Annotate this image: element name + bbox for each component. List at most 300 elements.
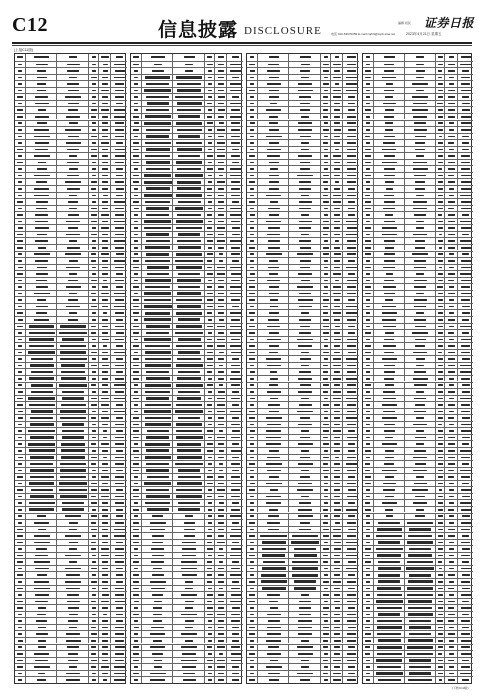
cell-text-mark bbox=[144, 410, 171, 413]
cell-text-mark bbox=[18, 365, 22, 367]
cell-text-mark bbox=[365, 201, 371, 203]
cell-text-mark bbox=[91, 136, 97, 138]
cell-text-mark bbox=[218, 83, 224, 85]
cell-text-mark bbox=[92, 312, 96, 314]
cell-text-mark bbox=[348, 326, 355, 328]
cell-text-mark bbox=[438, 483, 443, 485]
cell-text-mark bbox=[334, 103, 339, 105]
cell-text-mark bbox=[250, 666, 254, 668]
cell-text-mark bbox=[60, 463, 86, 466]
cell-text-mark bbox=[91, 260, 96, 262]
cell-text-mark bbox=[116, 195, 124, 197]
table-row bbox=[15, 178, 127, 185]
cell-text-mark bbox=[366, 666, 371, 668]
cell-text-mark bbox=[208, 201, 212, 203]
cell-text-mark bbox=[91, 384, 96, 386]
cell-text-mark bbox=[91, 181, 96, 183]
cell-text-mark bbox=[438, 673, 444, 675]
cell-text-mark bbox=[101, 214, 108, 216]
cell-text-mark bbox=[133, 437, 138, 439]
cell-text-mark bbox=[414, 267, 426, 269]
cell-text-mark bbox=[134, 109, 138, 111]
cell-text-mark bbox=[68, 280, 78, 282]
cell-text-mark bbox=[208, 489, 212, 491]
cell-text-mark bbox=[334, 555, 339, 557]
cell-text-mark bbox=[115, 155, 125, 157]
cell-text-mark bbox=[250, 227, 254, 229]
cell-text-mark bbox=[347, 424, 355, 426]
cell-text-mark bbox=[334, 450, 339, 452]
cell-text-mark bbox=[462, 614, 469, 616]
cell-text-mark bbox=[462, 234, 469, 236]
cell-text-mark bbox=[67, 149, 80, 151]
cell-text-mark bbox=[347, 64, 356, 66]
cell-text-mark bbox=[437, 286, 443, 288]
cell-text-mark bbox=[334, 136, 340, 138]
cell-text-mark bbox=[18, 339, 23, 341]
cell-text-mark bbox=[448, 221, 456, 223]
cell-text-mark bbox=[323, 522, 328, 524]
cell-text-mark bbox=[384, 64, 394, 66]
table-cell bbox=[56, 677, 87, 683]
cell-text-mark bbox=[134, 83, 138, 85]
cell-text-mark bbox=[270, 398, 278, 400]
cell-text-mark bbox=[334, 70, 340, 72]
cell-text-mark bbox=[17, 542, 23, 544]
cell-text-mark bbox=[17, 535, 22, 537]
cell-text-mark bbox=[347, 391, 356, 393]
cell-text-mark bbox=[116, 574, 124, 576]
cell-text-mark bbox=[268, 208, 280, 210]
cell-text-mark bbox=[36, 286, 48, 288]
cell-text-mark bbox=[30, 469, 54, 472]
cell-text-mark bbox=[348, 188, 356, 190]
cell-text-mark bbox=[146, 332, 169, 335]
cell-text-mark bbox=[218, 70, 224, 72]
cell-text-mark bbox=[300, 679, 309, 681]
cell-text-mark bbox=[346, 398, 357, 400]
cell-text-mark bbox=[438, 378, 443, 380]
cell-text-mark bbox=[116, 515, 124, 517]
cell-text-mark bbox=[416, 358, 425, 360]
cell-text-mark bbox=[218, 77, 223, 79]
cell-text-mark bbox=[91, 116, 96, 118]
cell-text-mark bbox=[134, 227, 138, 229]
cell-text-mark bbox=[176, 430, 202, 433]
cell-text-mark bbox=[133, 299, 139, 301]
cell-text-mark bbox=[334, 463, 341, 465]
cell-text-mark bbox=[448, 234, 454, 236]
cell-text-mark bbox=[263, 561, 285, 564]
cell-text-mark bbox=[366, 181, 370, 183]
cell-text-mark bbox=[267, 470, 281, 472]
cell-text-mark bbox=[219, 122, 224, 124]
cell-text-mark bbox=[178, 391, 200, 394]
cell-text-mark bbox=[176, 489, 202, 492]
cell-text-mark bbox=[218, 607, 224, 609]
table-row bbox=[131, 113, 243, 120]
cell-text-mark bbox=[347, 470, 357, 472]
table-row bbox=[131, 604, 243, 611]
cell-text-mark bbox=[461, 411, 470, 413]
cell-text-mark bbox=[66, 588, 80, 590]
cell-text-mark bbox=[448, 116, 455, 118]
cell-text-mark bbox=[35, 214, 48, 216]
cell-text-mark bbox=[207, 594, 213, 596]
cell-text-mark bbox=[324, 502, 328, 504]
cell-text-mark bbox=[448, 574, 455, 576]
cell-text-mark bbox=[218, 136, 224, 138]
cell-text-mark bbox=[218, 424, 225, 426]
cell-text-mark bbox=[91, 529, 97, 531]
cell-text-mark bbox=[347, 601, 357, 603]
cell-text-mark bbox=[230, 601, 241, 603]
cell-text-mark bbox=[409, 574, 431, 577]
cell-text-mark bbox=[230, 535, 241, 537]
cell-text-mark bbox=[91, 221, 97, 223]
cell-text-mark bbox=[462, 384, 470, 386]
cell-text-mark bbox=[448, 142, 454, 144]
cell-text-mark bbox=[449, 299, 454, 301]
cell-text-mark bbox=[365, 267, 371, 269]
cell-text-mark bbox=[438, 208, 443, 210]
cell-text-mark bbox=[115, 653, 125, 655]
cell-text-mark bbox=[324, 168, 328, 170]
cell-text-mark bbox=[91, 666, 96, 668]
cell-text-mark bbox=[232, 581, 239, 583]
cell-text-mark bbox=[18, 286, 23, 288]
cell-text-mark bbox=[461, 181, 471, 183]
cell-text-mark bbox=[448, 601, 455, 603]
cell-text-mark bbox=[134, 384, 139, 386]
cell-text-mark bbox=[69, 614, 78, 616]
cell-text-mark bbox=[218, 391, 225, 393]
cell-text-mark bbox=[184, 535, 195, 537]
cell-text-mark bbox=[461, 208, 471, 210]
cell-text-mark bbox=[301, 594, 309, 596]
cell-text-mark bbox=[376, 672, 402, 675]
cell-text-mark bbox=[92, 267, 96, 269]
cell-text-mark bbox=[207, 483, 212, 485]
cell-text-mark bbox=[231, 155, 239, 157]
cell-text-mark bbox=[448, 535, 455, 537]
cell-text-mark bbox=[267, 633, 281, 635]
cell-text-mark bbox=[66, 116, 79, 118]
cell-text-mark bbox=[348, 214, 355, 216]
cell-text-mark bbox=[250, 450, 254, 452]
cell-text-mark bbox=[461, 188, 471, 190]
cell-text-mark bbox=[323, 391, 328, 393]
cell-text-mark bbox=[102, 116, 108, 118]
cell-text-mark bbox=[207, 443, 213, 445]
cell-text-mark bbox=[146, 436, 169, 439]
cell-text-mark bbox=[268, 319, 279, 321]
cell-text-mark bbox=[461, 201, 471, 203]
cell-text-mark bbox=[219, 653, 224, 655]
cell-text-mark bbox=[102, 384, 108, 386]
cell-text-mark bbox=[218, 299, 223, 301]
cell-text-mark bbox=[383, 489, 395, 491]
cell-text-mark bbox=[334, 489, 341, 491]
cell-text-mark bbox=[385, 476, 394, 478]
cell-text-mark bbox=[462, 319, 469, 321]
cell-text-mark bbox=[232, 470, 239, 472]
cell-text-mark bbox=[175, 332, 202, 335]
cell-text-mark bbox=[102, 122, 109, 124]
cell-text-mark bbox=[144, 338, 171, 341]
cell-text-mark bbox=[460, 64, 471, 66]
cell-text-mark bbox=[133, 496, 139, 498]
table-row bbox=[363, 80, 473, 87]
cell-text-mark bbox=[449, 555, 455, 557]
cell-text-mark bbox=[231, 653, 241, 655]
cell-text-mark bbox=[250, 188, 255, 190]
cell-text-mark bbox=[250, 646, 255, 648]
cell-text-mark bbox=[145, 364, 171, 367]
cell-text-mark bbox=[231, 142, 240, 144]
cell-text-mark bbox=[294, 554, 317, 557]
cell-text-mark bbox=[207, 227, 212, 229]
cell-text-mark bbox=[323, 221, 329, 223]
cell-text-mark bbox=[207, 299, 212, 301]
cell-text-mark bbox=[144, 227, 171, 230]
cell-text-mark bbox=[335, 607, 340, 609]
cell-text-mark bbox=[334, 424, 341, 426]
cell-text-mark bbox=[91, 640, 96, 642]
cell-text-mark bbox=[301, 312, 309, 314]
cell-text-mark bbox=[270, 371, 277, 373]
cell-text-mark bbox=[115, 136, 124, 138]
cell-text-mark bbox=[18, 417, 23, 419]
cell-text-mark bbox=[62, 508, 84, 511]
cell-text-mark bbox=[412, 109, 427, 111]
cell-text-mark bbox=[177, 358, 201, 361]
cell-text-mark bbox=[176, 142, 202, 145]
cell-text-mark bbox=[438, 437, 444, 439]
cell-text-mark bbox=[230, 214, 241, 216]
cell-text-mark bbox=[91, 188, 96, 190]
cell-text-mark bbox=[69, 548, 77, 550]
cell-text-mark bbox=[207, 267, 212, 269]
cell-text-mark bbox=[185, 627, 193, 629]
cell-text-mark bbox=[385, 496, 394, 498]
cell-text-mark bbox=[133, 646, 139, 648]
cell-text-mark bbox=[68, 201, 79, 203]
cell-text-mark bbox=[334, 129, 341, 131]
cell-text-mark bbox=[438, 240, 444, 242]
cell-text-mark bbox=[144, 220, 171, 223]
cell-text-mark bbox=[145, 260, 170, 263]
cell-text-mark bbox=[114, 221, 125, 223]
cell-text-mark bbox=[461, 77, 470, 79]
cell-text-mark bbox=[219, 588, 224, 590]
table-cell bbox=[204, 677, 214, 683]
cell-text-mark bbox=[147, 102, 169, 105]
cell-text-mark bbox=[267, 280, 280, 282]
cell-text-mark bbox=[298, 620, 312, 622]
cell-text-mark bbox=[36, 64, 48, 66]
cell-text-mark bbox=[91, 581, 97, 583]
cell-text-mark bbox=[176, 299, 202, 302]
cell-text-mark bbox=[438, 339, 444, 341]
cell-text-mark bbox=[18, 122, 22, 124]
cell-text-mark bbox=[18, 77, 22, 79]
cell-text-mark bbox=[232, 443, 239, 445]
cell-text-mark bbox=[333, 391, 340, 393]
cell-text-mark bbox=[378, 541, 400, 544]
cell-text-mark bbox=[335, 326, 340, 328]
cell-text-mark bbox=[333, 365, 341, 367]
cell-text-mark bbox=[116, 168, 123, 170]
table-cell bbox=[257, 677, 288, 683]
table-row bbox=[247, 309, 359, 316]
cell-text-mark bbox=[102, 234, 108, 236]
table-row bbox=[363, 244, 473, 251]
cell-text-mark bbox=[150, 581, 166, 583]
cell-text-mark bbox=[377, 607, 402, 610]
cell-text-mark bbox=[348, 430, 356, 432]
cell-text-mark bbox=[378, 574, 400, 577]
cell-text-mark bbox=[18, 437, 22, 439]
cell-text-mark bbox=[217, 181, 224, 183]
cell-text-mark bbox=[448, 404, 455, 406]
cell-text-mark bbox=[323, 299, 329, 301]
cell-text-mark bbox=[133, 430, 138, 432]
cell-text-mark bbox=[69, 542, 78, 544]
cell-text-mark bbox=[176, 404, 202, 407]
cell-text-mark bbox=[92, 96, 96, 98]
cell-text-mark bbox=[249, 627, 254, 629]
cell-text-mark bbox=[333, 398, 340, 400]
cell-text-mark bbox=[147, 476, 169, 479]
cell-text-mark bbox=[145, 142, 171, 145]
cell-text-mark bbox=[133, 201, 138, 203]
cell-text-mark bbox=[299, 404, 312, 406]
cell-text-mark bbox=[232, 306, 239, 308]
cell-text-mark bbox=[67, 162, 78, 164]
cell-text-mark bbox=[37, 83, 46, 85]
cell-text-mark bbox=[365, 633, 371, 635]
cell-text-mark bbox=[177, 456, 202, 459]
cell-text-mark bbox=[365, 470, 370, 472]
cell-text-mark bbox=[175, 410, 202, 413]
cell-text-mark bbox=[208, 378, 212, 380]
cell-text-mark bbox=[231, 620, 240, 622]
cell-text-mark bbox=[146, 83, 169, 86]
cell-text-mark bbox=[384, 56, 395, 58]
cell-text-mark bbox=[297, 175, 313, 177]
cell-text-mark bbox=[449, 594, 454, 596]
cell-text-mark bbox=[92, 122, 96, 124]
cell-text-mark bbox=[333, 312, 340, 314]
cell-text-mark bbox=[334, 411, 340, 413]
cell-text-mark bbox=[301, 280, 310, 282]
cell-text-mark bbox=[37, 299, 46, 301]
cell-text-mark bbox=[230, 267, 240, 269]
cell-text-mark bbox=[34, 581, 49, 583]
cell-text-mark bbox=[365, 227, 371, 229]
cell-text-mark bbox=[384, 155, 395, 157]
cell-text-mark bbox=[335, 457, 340, 459]
cell-text-mark bbox=[183, 679, 196, 681]
cell-text-mark bbox=[438, 666, 444, 668]
cell-text-mark bbox=[268, 247, 280, 249]
cell-text-mark bbox=[133, 345, 139, 347]
cell-text-mark bbox=[208, 136, 212, 138]
cell-text-mark bbox=[366, 601, 370, 603]
cell-text-mark bbox=[269, 273, 278, 275]
cell-text-mark bbox=[134, 627, 139, 629]
cell-text-mark bbox=[301, 195, 309, 197]
cell-text-mark bbox=[366, 378, 370, 380]
cell-text-mark bbox=[176, 253, 202, 256]
cell-text-mark bbox=[18, 345, 23, 347]
cell-text-mark bbox=[383, 411, 395, 413]
cell-text-mark bbox=[461, 162, 470, 164]
cell-text-mark bbox=[366, 594, 371, 596]
cell-text-mark bbox=[408, 535, 432, 538]
cell-text-mark bbox=[218, 96, 225, 98]
cell-text-mark bbox=[69, 273, 77, 275]
cell-text-mark bbox=[217, 326, 224, 328]
cell-text-mark bbox=[207, 581, 212, 583]
cell-text-mark bbox=[218, 522, 224, 524]
cell-text-mark bbox=[415, 149, 425, 151]
cell-text-mark bbox=[266, 358, 281, 360]
cell-text-mark bbox=[334, 588, 340, 590]
cell-text-mark bbox=[18, 424, 22, 426]
cell-text-mark bbox=[176, 194, 202, 197]
cell-text-mark bbox=[376, 659, 402, 662]
cell-text-mark bbox=[384, 260, 395, 262]
cell-text-mark bbox=[448, 293, 455, 295]
cell-text-mark bbox=[208, 332, 212, 334]
cell-text-mark bbox=[366, 122, 370, 124]
cell-text-mark bbox=[300, 70, 310, 72]
table-row bbox=[247, 506, 359, 513]
cell-text-mark bbox=[18, 496, 22, 498]
cell-text-mark bbox=[250, 109, 254, 111]
cell-text-mark bbox=[377, 528, 402, 531]
cell-text-mark bbox=[268, 620, 280, 622]
cell-text-mark bbox=[114, 260, 124, 262]
cell-text-mark bbox=[91, 601, 96, 603]
cell-text-mark bbox=[178, 201, 201, 204]
cell-text-mark bbox=[333, 378, 340, 380]
cell-text-mark bbox=[207, 542, 212, 544]
cell-text-mark bbox=[102, 391, 108, 393]
cell-text-mark bbox=[116, 470, 124, 472]
cell-text-mark bbox=[133, 594, 139, 596]
cell-text-mark bbox=[348, 574, 356, 576]
cell-text-mark bbox=[269, 286, 279, 288]
cell-text-mark bbox=[218, 306, 225, 308]
cell-text-mark bbox=[60, 351, 86, 354]
cell-text-mark bbox=[67, 64, 80, 66]
cell-text-mark bbox=[18, 627, 22, 629]
cell-text-mark bbox=[268, 227, 280, 229]
cell-text-mark bbox=[461, 489, 471, 491]
cell-text-mark bbox=[346, 378, 357, 380]
cell-text-mark bbox=[18, 673, 22, 675]
cell-text-mark bbox=[17, 601, 23, 603]
cell-text-mark bbox=[461, 430, 471, 432]
cell-text-mark bbox=[230, 411, 240, 413]
cell-text-mark bbox=[413, 502, 427, 504]
cell-text-mark bbox=[408, 554, 431, 557]
cell-text-mark bbox=[334, 214, 340, 216]
cell-text-mark bbox=[448, 614, 454, 616]
